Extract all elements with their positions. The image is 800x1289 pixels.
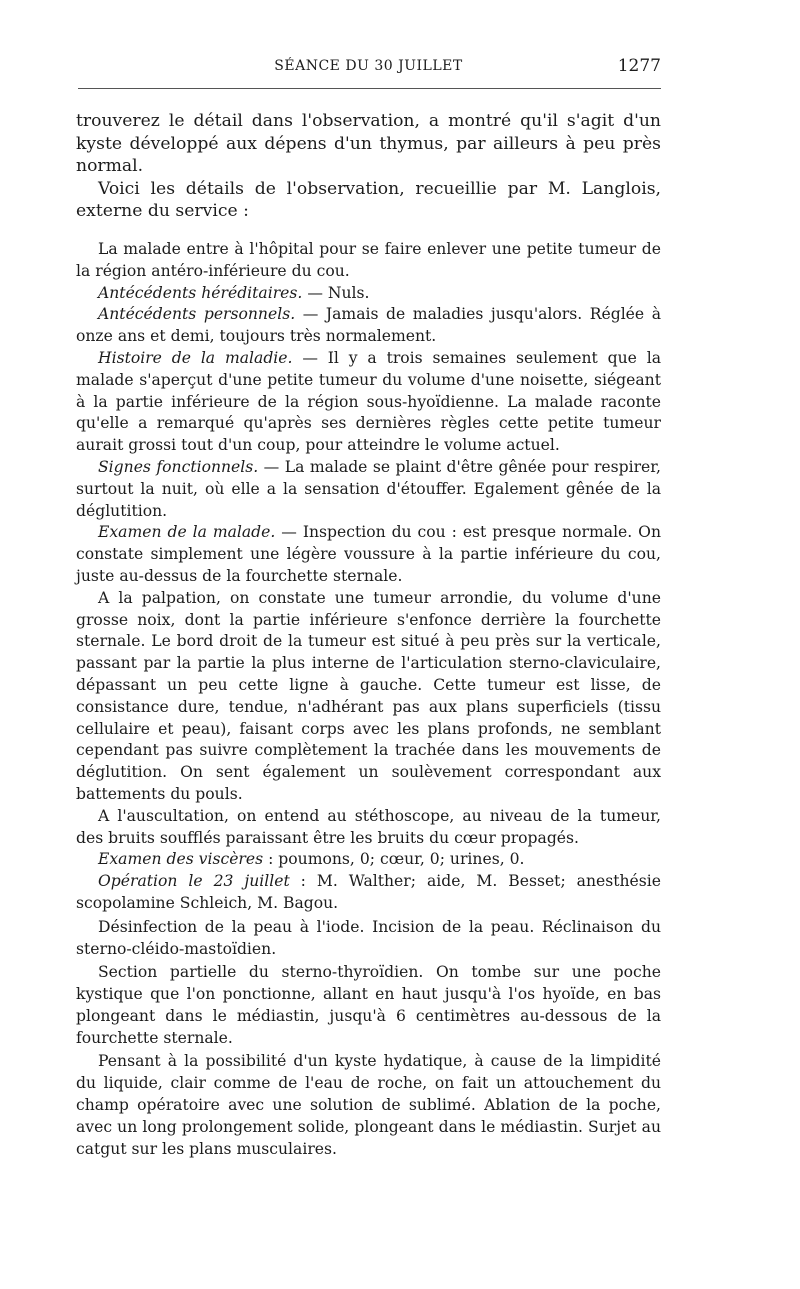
- book-page: [76, 52, 661, 1158]
- obs-paragraph: Antécédents héréditaires. — Nuls.: [98, 283, 370, 302]
- page-number: 1277: [617, 56, 661, 76]
- observation-section: [76, 239, 661, 1160]
- section-label: Examen de la malade.: [98, 523, 276, 542]
- obs-paragraph: Section partielle du sterno-thyroïdien. On tombe sur une poche kystique que l'on ponctionne, allant en haut jusqu'à l'os hyoïde, en bas plongeant dans le médiastin, jusqu'à 6 centimètres au-dessous de la fourchette sternale.: [76, 963, 661, 1047]
- section-label: Antécédents personnels.: [98, 305, 296, 324]
- section-label: Examen des viscères: [98, 850, 264, 869]
- obs-paragraph: Antécédents personnels. — Jamais de maladies jusqu'alors. Réglée à onze ans et demi, toujours très normalement.: [76, 305, 661, 346]
- paragraph: Voici les détails de l'observation, recueillie par M. Langlois, externe du service :: [76, 178, 661, 221]
- section-label: Antécédents héréditaires.: [98, 283, 303, 302]
- header-rule: [78, 88, 661, 89]
- obs-paragraph: A l'auscultation, on entend au stéthoscope, au niveau de la tumeur, des bruits soufflés paraissant être les bruits du cœur propagés.: [76, 806, 661, 847]
- obs-paragraph: Examen de la malade. — Inspection du cou : est presque normale. On constate simplement une légère voussure à la partie inférieure du cou, juste au-dessus de la fourchette sternale.: [76, 523, 661, 585]
- obs-paragraph: Désinfection de la peau à l'iode. Incision de la peau. Réclinaison du sterno-cléido-mastoïdien.: [76, 917, 661, 958]
- obs-paragraph: La malade entre à l'hôpital pour se faire enlever une petite tumeur de la région antéro-inférieure du cou.: [76, 240, 661, 280]
- obs-paragraph: Opération le 23 juillet : M. Walther; aide, M. Besset; anesthésie scopolamine Schleich, M. Bagou.: [76, 872, 661, 912]
- obs-paragraph: Histoire de la maladie. — Il y a trois semaines seulement que la malade s'aperçut d'une petite tumeur du volume d'une noisette, siégeant à la partie inférieure de la région sous-hyoïdienne. La malade raconte qu'elle a remarqué qu'après ses dernières règles cette petite tumeur aurait grossi tout d'un coup, pour atteindre le volume actuel.: [76, 348, 661, 455]
- obs-paragraph: Pensant à la possibilité d'un kyste hydatique, à cause de la limpidité du liquide, clair comme de l'eau de roche, on fait un attouchement du champ opératoire avec une solution de sublimé. Ablation de la poche, avec un long prolongement solide, plongeant dans le médiastin. Surjet au catgut sur les plans musculaires.: [76, 1052, 661, 1158]
- section-label: Signes fonctionnels.: [98, 457, 259, 476]
- section-label: Opération le 23 juillet: [98, 872, 290, 891]
- body-text: [76, 110, 661, 223]
- running-header: [76, 52, 661, 86]
- obs-paragraph: Signes fonctionnels. — La malade se plaint d'être gênée pour respirer, surtout la nuit, où elle a la sensation d'étouffer. Egalement gênée de la déglutition.: [76, 457, 661, 520]
- obs-paragraph: Examen des viscères : poumons, 0; cœur, 0; urines, 0.: [98, 850, 525, 869]
- paragraph: trouverez le détail dans l'observation, a montré qu'il s'agit d'un kyste développé aux dépens d'un thymus, par ailleurs à peu près normal.: [76, 111, 661, 176]
- obs-paragraph: A la palpation, on constate une tumeur arrondie, du volume d'une grosse noix, dont la partie inférieure s'enfonce derrière la fourchette sternale. Le bord droit de la tumeur est situé à peu près sur la verticale, passant par la partie la plus interne de l'articulation sterno-claviculaire, dépassant un peu cette ligne à gauche. Cette tumeur est lisse, de consistance dure, tendue, n'adhérant pas aux plans superficiels (tissu cellulaire et peau), faisant corps avec les plans profonds, ne semblant cependant pas suivre complètement la trachée dans les mouvements de déglutition. On sent également un soulèvement correspondant aux battements du pouls.: [76, 588, 661, 803]
- section-label: Histoire de la maladie.: [98, 348, 293, 367]
- running-title: SÉANCE DU 30 JUILLET: [274, 58, 463, 74]
